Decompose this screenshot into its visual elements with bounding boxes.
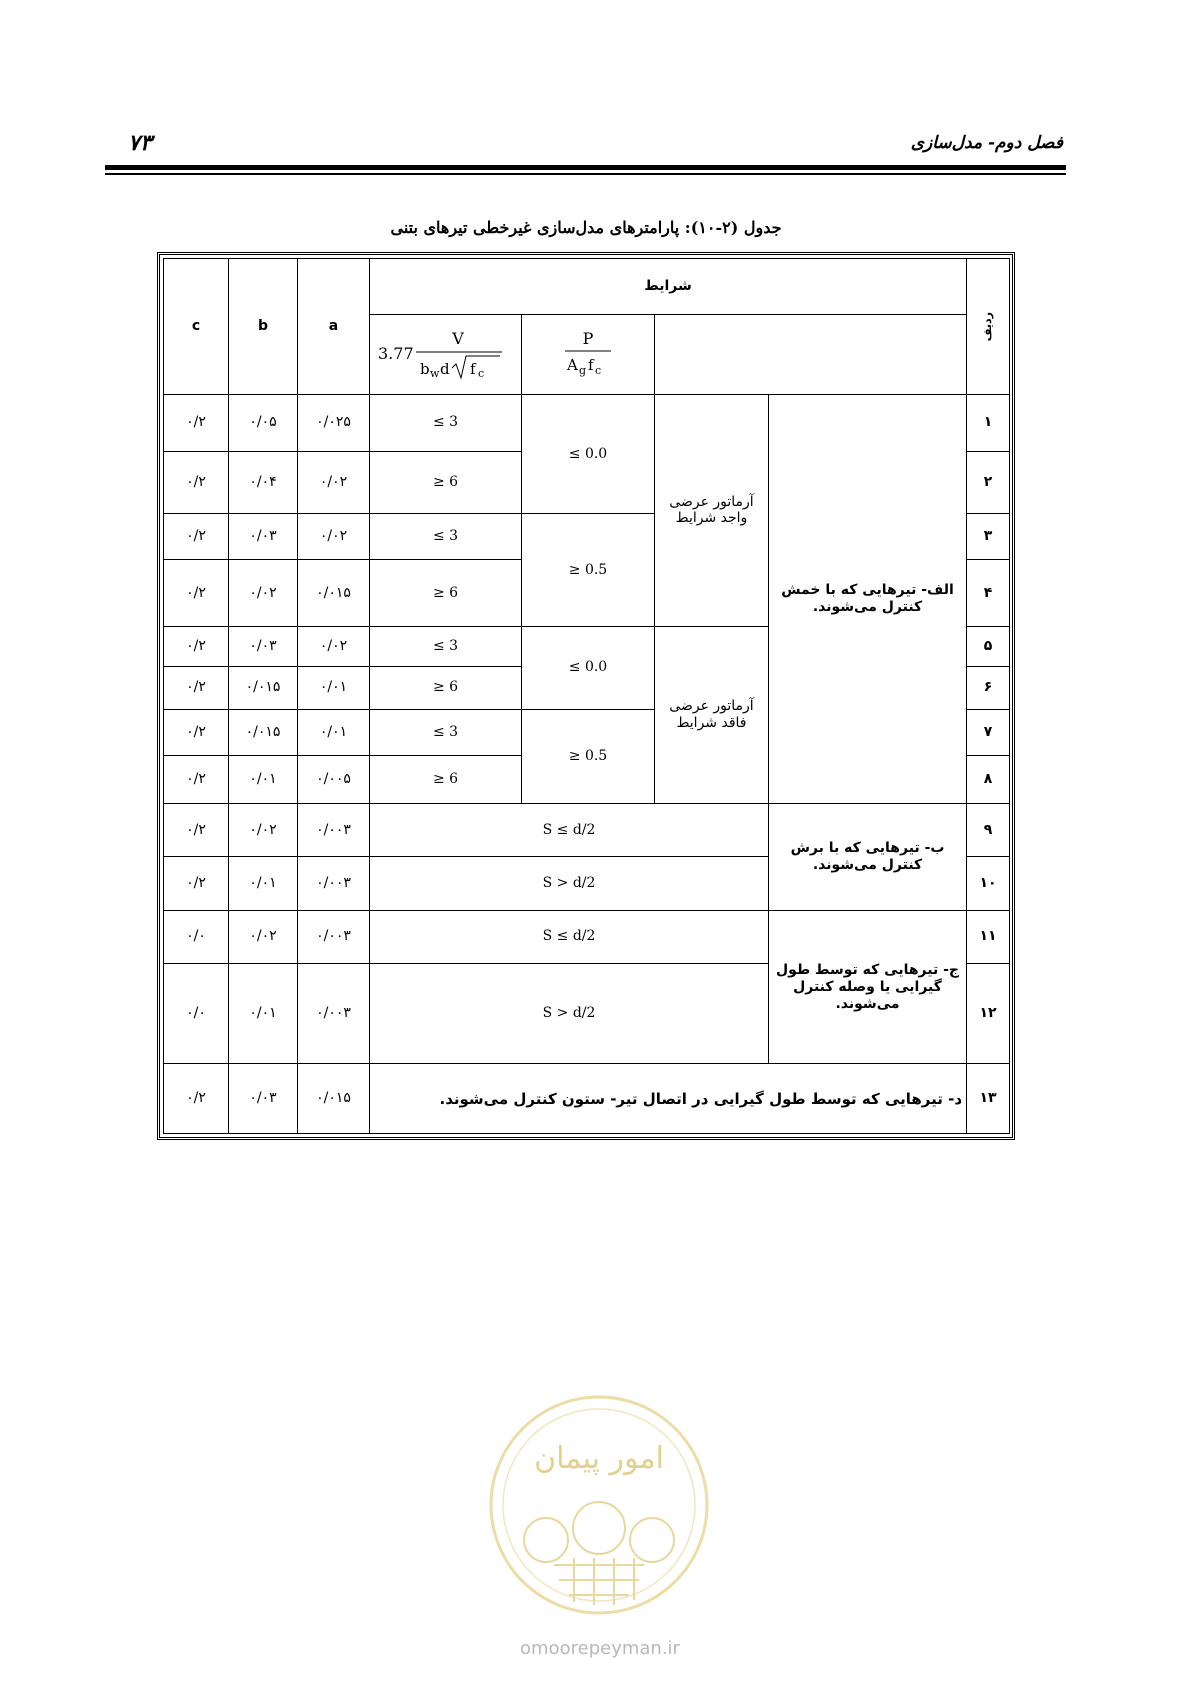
cell-b: ۰/۰۲	[229, 560, 298, 627]
cell-a: ۰/۰۲	[298, 514, 370, 560]
header-axial-ratio	[522, 315, 655, 395]
cell-c: ۰/۲	[164, 560, 229, 627]
cell-row-number: ۵	[967, 626, 1010, 666]
cell-b: ۰/۰۲	[229, 804, 298, 856]
cell-conforming-reinforcement: آرماتور عرضی واجد شرایط	[655, 395, 769, 627]
svg-text:b: b	[419, 360, 430, 379]
header-blank	[655, 315, 967, 395]
cell-b: ۰/۰۳	[229, 1064, 298, 1134]
cell-row-number: ۷	[967, 709, 1010, 755]
cell-a: ۰/۰۰۳	[298, 963, 370, 1064]
svg-text:3.77: 3.77	[377, 344, 414, 364]
cell-a: ۰/۰۲۵	[298, 395, 370, 451]
cell-group-shear: ب- تیرهایی که با برش کنترل می‌شوند.	[769, 804, 967, 911]
cell-b: ۰/۰۱	[229, 856, 298, 910]
cell-shear-ratio: ≥ 6	[370, 560, 522, 627]
watermark-site: omoorepeyman.ir	[520, 1638, 680, 1659]
svg-text:g: g	[579, 364, 587, 378]
svg-text:f: f	[469, 360, 476, 379]
watermark-logo	[484, 1390, 714, 1620]
cell-b: ۰/۰۵	[229, 395, 298, 451]
cell-axial-ratio: ≥ 0.5	[522, 709, 655, 804]
table-caption: جدول (۲-۱۰): پارامترهای مدل‌سازی غیرخطی تیرهای بتنی	[390, 218, 782, 237]
cell-shear-ratio: ≤ 3	[370, 395, 522, 451]
svg-text:c: c	[477, 367, 484, 381]
svg-text:d: d	[439, 360, 450, 379]
cell-a: ۰/۰۱۵	[298, 560, 370, 627]
header-row-number: ردیف	[967, 259, 1010, 395]
cell-a: ۰/۰۲	[298, 451, 370, 514]
cell-spacing-condition: S ≤ d/2	[370, 911, 769, 963]
cell-b: ۰/۰۳	[229, 514, 298, 560]
axial-ratio-formula	[553, 324, 623, 380]
cell-row-number: ۶	[967, 667, 1010, 709]
cell-row-number: ۹	[967, 804, 1010, 856]
shear-ratio-formula	[376, 322, 516, 382]
cell-row-number: ۱۱	[967, 911, 1010, 963]
cell-row-number: ۸	[967, 755, 1010, 803]
cell-spacing-condition: S > d/2	[370, 963, 769, 1064]
header-conditions: شرایط	[370, 259, 967, 315]
watermark-brand: امور پیمان	[534, 1441, 664, 1476]
cell-shear-ratio: ≤ 3	[370, 626, 522, 666]
header-rule-thick	[105, 165, 1066, 170]
cell-c: ۰/۲	[164, 667, 229, 709]
cell-a: ۰/۰۱	[298, 667, 370, 709]
cell-nonconforming-reinforcement: آرماتور عرضی فاقد شرایط	[655, 626, 769, 803]
cell-row-number: ۲	[967, 451, 1010, 514]
svg-text:f: f	[588, 356, 594, 375]
cell-row-number: ۱۰	[967, 856, 1010, 910]
table-row	[164, 395, 1010, 451]
svg-text:V: V	[451, 329, 464, 349]
table-row	[164, 804, 1010, 856]
cell-a: ۰/۰۰۵	[298, 755, 370, 803]
cell-row-number: ۱۳	[967, 1064, 1010, 1134]
cell-c: ۰/۲	[164, 709, 229, 755]
cell-group-development: ج- تیرهایی که توسط طول گیرایی یا وصله کنترل می‌شوند.	[769, 911, 967, 1064]
cell-row-number: ۱۲	[967, 963, 1010, 1064]
cell-c: ۰/۲	[164, 804, 229, 856]
cell-c: ۰/۲	[164, 451, 229, 514]
cell-group-flexure: الف- تیرهایی که با خمش کنترل می‌شوند.	[769, 395, 967, 804]
cell-b: ۰/۰۱	[229, 755, 298, 803]
cell-a: ۰/۰۱	[298, 709, 370, 755]
cell-c: ۰/۲	[164, 755, 229, 803]
cell-b: ۰/۰۲	[229, 911, 298, 963]
cell-row-number: ۳	[967, 514, 1010, 560]
svg-text:w: w	[429, 367, 439, 381]
cell-c: ۰/۲	[164, 1064, 229, 1134]
cell-spacing-condition: S ≤ d/2	[370, 804, 769, 856]
cell-c: ۰/۲	[164, 626, 229, 666]
cell-b: ۰/۰۴	[229, 451, 298, 514]
cell-shear-ratio: ≥ 6	[370, 451, 522, 514]
cell-shear-ratio: ≤ 3	[370, 709, 522, 755]
cell-axial-ratio: ≥ 0.5	[522, 514, 655, 627]
cell-a: ۰/۰۲	[298, 626, 370, 666]
cell-c: ۰/۲	[164, 514, 229, 560]
cell-b: ۰/۰۳	[229, 626, 298, 666]
cell-group-joint: د- تیرهایی که توسط طول گیرایی در اتصال تیر- ستون کنترل می‌شوند.	[370, 1064, 967, 1134]
cell-a: ۰/۰۰۳	[298, 911, 370, 963]
chapter-title: فصل دوم- مدل‌سازی	[910, 133, 1063, 153]
cell-row-number: ۱	[967, 395, 1010, 451]
cell-shear-ratio: ≥ 6	[370, 667, 522, 709]
svg-text:P: P	[582, 329, 594, 349]
svg-text:c: c	[595, 364, 602, 378]
cell-b: ۰/۰۱	[229, 963, 298, 1064]
cell-row-number: ۴	[967, 560, 1010, 627]
svg-text:A: A	[567, 356, 578, 375]
table-row	[164, 911, 1010, 963]
cell-a: ۰/۰۰۳	[298, 856, 370, 910]
cell-b: ۰/۰۱۵	[229, 667, 298, 709]
header-rule-thin	[105, 173, 1066, 175]
cell-a: ۰/۰۱۵	[298, 1064, 370, 1134]
cell-b: ۰/۰۱۵	[229, 709, 298, 755]
cell-c: ۰/۰	[164, 911, 229, 963]
header-a: a	[298, 259, 370, 395]
header-shear-ratio	[370, 315, 522, 395]
header-c: c	[164, 259, 229, 395]
table-row	[164, 1064, 1010, 1134]
page-number: ۷۳	[128, 130, 152, 156]
cell-c: ۰/۲	[164, 395, 229, 451]
cell-a: ۰/۰۰۳	[298, 804, 370, 856]
header-b: b	[229, 259, 298, 395]
parameters-table	[157, 252, 1015, 1140]
cell-c: ۰/۰	[164, 963, 229, 1064]
cell-shear-ratio: ≥ 6	[370, 755, 522, 803]
cell-axial-ratio: ≤ 0.0	[522, 626, 655, 709]
cell-spacing-condition: S > d/2	[370, 856, 769, 910]
cell-shear-ratio: ≤ 3	[370, 514, 522, 560]
cell-c: ۰/۲	[164, 856, 229, 910]
cell-axial-ratio: ≤ 0.0	[522, 395, 655, 514]
